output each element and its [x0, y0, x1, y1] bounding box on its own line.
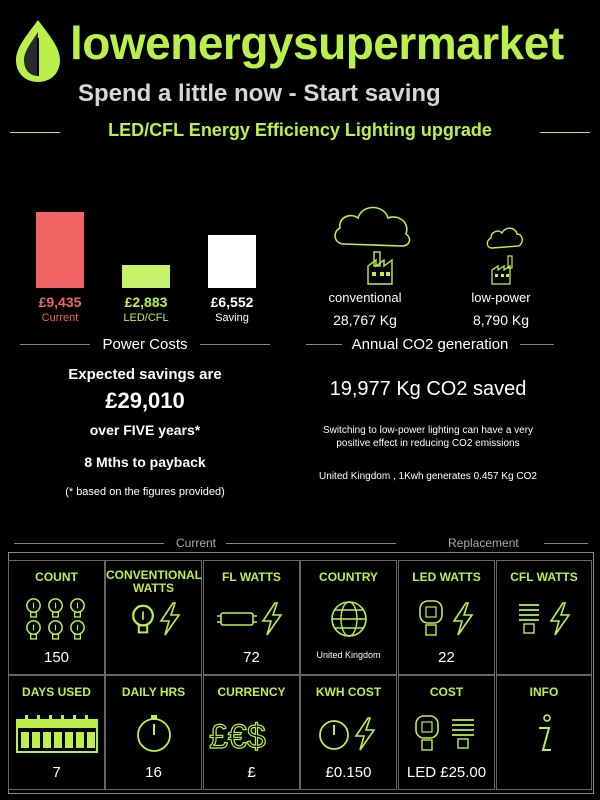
- cell-title: COST: [429, 685, 464, 699]
- tagline: Spend a little now - Start saving: [78, 80, 441, 107]
- cell-title: KWH COST: [315, 685, 382, 699]
- cell-title: INFO: [529, 685, 559, 699]
- cell-value: 22: [438, 649, 455, 666]
- cell-value: 7: [52, 764, 61, 781]
- current-header: Current: [170, 536, 222, 550]
- bar-label: Saving: [215, 312, 249, 324]
- input-cfl-watts[interactable]: [496, 560, 592, 675]
- input-kwh-cost[interactable]: [300, 675, 397, 790]
- cell-value: 150: [43, 649, 70, 666]
- divider: [544, 543, 588, 544]
- logo: [8, 16, 592, 86]
- section-title: LED/CFL Energy Efficiency Lighting upgrade: [108, 120, 492, 140]
- bar-amount: £9,435: [38, 294, 82, 310]
- divider: [520, 344, 554, 345]
- globe-icon: [301, 597, 396, 641]
- clock-icon: [106, 712, 201, 756]
- cell-value: 72: [243, 649, 260, 666]
- bar-saving: [208, 235, 256, 288]
- bulb-bolt-icon: [106, 597, 201, 641]
- led-bolt-icon: [399, 597, 494, 641]
- savings-amount: £29,010: [105, 388, 185, 413]
- leaf-drop-icon: [8, 18, 68, 84]
- divider: [14, 543, 164, 544]
- cloud-factory-icon: [330, 200, 414, 286]
- conventional-label: conventional: [328, 290, 402, 305]
- tube-bolt-icon: [204, 597, 299, 641]
- lowpower-value: 8,790 Kg: [472, 312, 530, 328]
- input-conventional-watts[interactable]: [105, 560, 202, 675]
- replacement-header: Replacement: [442, 536, 525, 550]
- input-daily-hrs[interactable]: [105, 675, 202, 790]
- bar-ledcfl: [122, 265, 170, 288]
- divider: [20, 344, 90, 345]
- bar-amount: £2,883: [124, 294, 168, 310]
- input-count[interactable]: [8, 560, 105, 675]
- currency-icon: [204, 712, 299, 756]
- cfl-bolt-icon: [497, 597, 591, 641]
- cell-value: LED £25.00: [406, 764, 487, 781]
- cell-title: CURRENCY: [217, 685, 286, 699]
- cell-value: United Kingdom: [316, 650, 381, 660]
- payback: 8 Mths to payback: [84, 454, 206, 470]
- input-days-used[interactable]: [8, 675, 105, 790]
- small-cloud-factory-icon: [484, 224, 524, 286]
- bulbs-grid-icon: [9, 597, 104, 641]
- led-cfl-icon: [399, 712, 494, 756]
- bar-label: Current: [41, 312, 79, 324]
- brand-name: lowenergysupermarket: [70, 17, 564, 69]
- cell-title: DAYS USED: [22, 685, 91, 699]
- bar-current: [36, 212, 84, 288]
- divider: [200, 344, 270, 345]
- bar-label: LED/CFL: [123, 312, 169, 324]
- footnote: (* based on the figures provided): [65, 486, 225, 498]
- savings-intro: Expected savings are: [68, 366, 222, 383]
- country-note: United Kingdom , 1Kwh generates 0.457 Kg CO2: [319, 471, 537, 482]
- cell-title: CONVENTIONAL WATTS: [106, 568, 202, 595]
- savings-period: over FIVE years*: [89, 422, 201, 438]
- cell-value: £: [247, 764, 256, 781]
- meter-bolt-icon: [301, 712, 396, 756]
- svg-text:£€$: £€$: [208, 718, 266, 756]
- co2-title: Annual CO2 generation: [351, 336, 509, 353]
- cell-title: DAILY HRS: [121, 685, 186, 699]
- cell-title: COUNT: [35, 570, 78, 584]
- calendar-icon: [9, 712, 104, 756]
- input-info[interactable]: [496, 675, 592, 790]
- input-currency[interactable]: [203, 675, 300, 790]
- conventional-value: 28,767 Kg: [333, 312, 397, 328]
- co2-note: Switching to low-power lighting can have a very positive effect in reducing CO2 emissions: [322, 425, 534, 449]
- cell-value: £0.150: [325, 764, 372, 781]
- divider: [306, 344, 342, 345]
- input-country[interactable]: [300, 560, 397, 675]
- lowpower-label: low-power: [471, 290, 531, 305]
- cell-title: COUNTRY: [319, 570, 378, 584]
- bar-amount: £6,552: [210, 294, 254, 310]
- cell-title: CFL WATTS: [510, 570, 578, 584]
- input-cost[interactable]: [398, 675, 495, 790]
- power-costs-title: Power Costs: [102, 336, 188, 353]
- input-led-watts[interactable]: [398, 560, 495, 675]
- divider: [226, 543, 396, 544]
- co2-saved: 19,977 Kg CO2 saved: [329, 378, 527, 400]
- cell-value: 16: [145, 764, 162, 781]
- cell-title: LED WATTS: [412, 570, 481, 584]
- info-icon: [497, 712, 591, 756]
- input-fl-watts[interactable]: [203, 560, 300, 675]
- cell-title: FL WATTS: [222, 570, 281, 584]
